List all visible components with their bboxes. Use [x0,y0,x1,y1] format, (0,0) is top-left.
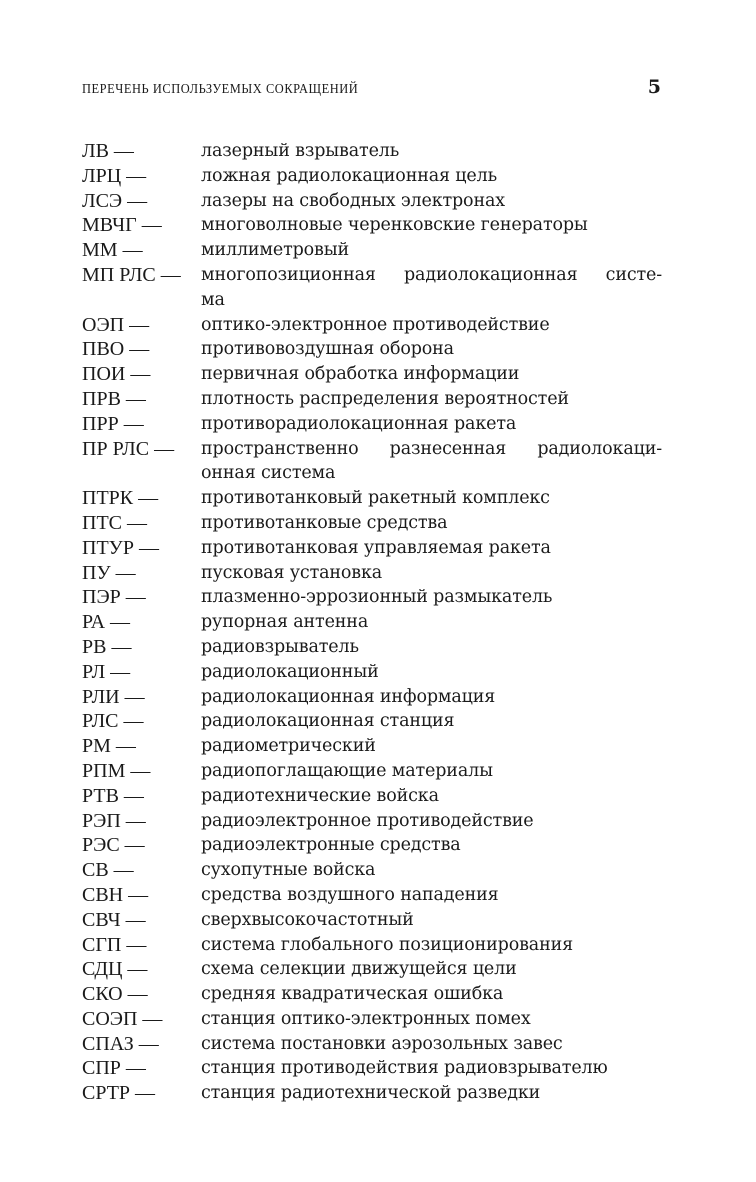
abbreviation-entry [82,139,662,164]
definition-text: станция оптико-электронных помех [201,1008,531,1029]
definition-text: миллиметровый [201,240,350,261]
abbreviation-term: ПРР — [82,412,144,435]
abbreviation-definition [201,908,662,933]
abbreviation-definition [201,238,662,263]
definition-text: противорадиолокационная ракета [201,413,517,434]
abbreviation-definition [201,213,662,238]
abbreviation-entry [82,982,662,1007]
abbreviation-entry [82,685,662,710]
definition-text: первичная обработка информации [201,364,520,385]
abbreviation-term: ММ — [82,239,143,262]
abbreviation-term: РЭП — [82,809,146,832]
abbreviation-definition [201,313,662,338]
abbreviation-term: РЛС — [82,710,144,733]
abbreviation-term: РЛИ — [82,685,145,708]
abbreviation-term: СРТР — [82,1082,156,1105]
definition-text: лазеры на свободных электронах [201,190,505,211]
abbreviation-definition [201,585,662,610]
abbreviation-definition [201,139,662,164]
definition-text: радиолокационная станция [201,711,455,732]
abbreviation-term: РА — [82,611,131,634]
abbreviation-entry [82,933,662,958]
abbreviation-term: РТВ — [82,784,144,807]
abbreviation-entry [82,511,662,536]
abbreviation-entry [82,759,662,784]
abbreviation-definition [201,164,662,189]
abbreviation-entry [82,362,662,387]
definition-text: противотанковая управляемая ракета [201,537,551,558]
abbreviation-definition [201,784,662,809]
abbreviation-term: ПТРК — [82,487,159,510]
abbreviation-entry [82,709,662,734]
definition-text: радиоэлектронные средства [201,835,461,856]
definition-continuation: онная система [201,463,336,484]
abbreviation-term: СПАЗ — [82,1032,159,1055]
abbreviation-definition [201,412,662,437]
abbreviation-definition [201,734,662,759]
abbreviation-definition [201,337,662,362]
abbreviation-definition [201,1007,662,1032]
abbreviation-term: ПТС — [82,511,147,534]
abbreviation-entry [82,337,662,362]
abbreviation-term: ОЭП — [82,313,150,336]
abbreviation-entry [82,635,662,660]
abbreviation-term: СПР — [82,1057,146,1080]
abbreviation-entry [82,213,662,238]
abbreviation-term: РЭС — [82,834,145,857]
abbreviation-entry [82,1081,662,1106]
abbreviation-definition [201,362,662,387]
definition-text: плотность распределения вероятностей [201,388,569,409]
definition-text: радиоэлектронное противодействие [201,810,534,831]
abbreviation-term: ПТУР — [82,536,159,559]
definition-text: сухопутные войска [201,860,376,881]
abbreviation-definition [201,957,662,982]
abbreviation-term: ПРВ — [82,387,146,410]
abbreviation-term: ЛСЭ — [82,189,148,212]
abbreviation-definition [201,561,662,586]
abbreviation-entry [82,833,662,858]
abbreviation-definition [201,1056,662,1081]
abbreviation-term: ПУ — [82,561,136,584]
abbreviation-definition [201,660,662,685]
abbreviation-definition [201,387,662,412]
abbreviation-term: СВ — [82,859,134,882]
abbreviation-entry [82,784,662,809]
definition-text: противотанковые средства [201,512,448,533]
abbreviation-entry [82,561,662,586]
abbreviation-entry [82,313,662,338]
abbreviation-list [82,139,662,1106]
definition-text: пространственно разнесенная радиолокаци- [201,438,662,459]
abbreviation-entry [82,412,662,437]
abbreviation-definition [201,933,662,958]
abbreviation-term: ПОИ — [82,363,151,386]
abbreviation-term: МВЧГ — [82,214,162,237]
abbreviation-definition [201,858,662,883]
abbreviation-entry [82,734,662,759]
definition-text: лазерный взрыватель [201,141,400,161]
abbreviation-term: МП РЛС — [82,263,181,286]
definition-text: рупорная антенна [201,612,369,633]
abbreviation-entry [82,1056,662,1081]
abbreviation-term: СГП — [82,933,147,956]
abbreviation-definition [201,1081,662,1106]
abbreviation-entry [82,238,662,263]
abbreviation-entry [82,486,662,511]
abbreviation-definition [201,437,662,487]
abbreviation-term: СКО — [82,983,148,1006]
abbreviation-term: ЛВ — [82,140,134,162]
abbreviation-term: РПМ — [82,759,151,782]
definition-text: радиотехнические войска [201,785,439,806]
page-number: 5 [647,76,661,98]
abbreviation-entry [82,957,662,982]
abbreviation-definition [201,883,662,908]
abbreviation-term: СВЧ — [82,908,146,931]
definition-text: станция радиотехнической разведки [201,1083,541,1104]
abbreviation-entry [82,1007,662,1032]
definition-text: многопозиционная радиолокационная систе- [201,264,662,285]
abbreviation-entry [82,189,662,214]
abbreviation-entry [82,585,662,610]
abbreviation-definition [201,1032,662,1057]
abbreviation-definition [201,709,662,734]
definition-text: станция противодействия радиовзрывателю [201,1058,608,1079]
definition-text: ложная радиолокационная цель [201,165,497,186]
abbreviation-term: СДЦ — [82,958,148,981]
abbreviation-definition [201,833,662,858]
abbreviation-entry [82,437,662,487]
definition-text: средняя квадратическая ошибка [201,984,504,1005]
abbreviation-term: ПВО — [82,338,150,361]
abbreviation-entry [82,536,662,561]
definition-text: многоволновые черенковские генераторы [201,215,588,236]
definition-text: плазменно-эррозионный размыкатель [201,587,553,608]
abbreviation-term: ПЭР — [82,586,146,609]
abbreviation-entry [82,908,662,933]
definition-text: сверхвысокочастотный [201,909,414,930]
abbreviation-definition [201,982,662,1007]
definition-text: радиометрический [201,736,376,757]
definition-text: радиолокационная информация [201,686,496,707]
definition-text: радиолокационный [201,661,379,682]
abbreviation-term: РВ — [82,635,132,658]
abbreviation-term: ПР РЛС — [82,437,175,460]
definition-continuation: ма [201,289,225,310]
definition-text: система глобального позиционирования [201,934,573,955]
abbreviation-term: СВН — [82,883,149,906]
abbreviation-entry [82,387,662,412]
abbreviation-definition [201,635,662,660]
abbreviation-term: РЛ — [82,660,131,683]
abbreviation-entry [82,809,662,834]
abbreviation-entry [82,660,662,685]
chapter-title: ПЕРЕЧЕНЬ ИСПОЛЬЗУЕМЫХ СОКРАЩЕНИЙ [82,81,359,96]
definition-text: радиопоглащающие материалы [201,760,493,781]
abbreviation-term: РМ — [82,735,136,758]
abbreviation-entry [82,1032,662,1057]
definition-text: оптико-электронное противодействие [201,314,550,335]
running-header [82,76,661,96]
abbreviation-definition [201,610,662,635]
definition-text: средства воздушного нападения [201,884,499,905]
abbreviation-entry [82,883,662,908]
abbreviation-entry [82,610,662,635]
abbreviation-definition [201,486,662,511]
definition-text: радиовзрыватель [201,636,359,657]
abbreviation-entry [82,263,662,313]
abbreviation-term: СОЭП — [82,1007,163,1030]
abbreviation-definition [201,536,662,561]
abbreviation-definition [201,263,662,313]
definition-text: схема селекции движущейся цели [201,959,517,980]
definition-text: пусковая установка [201,562,383,583]
abbreviation-definition [201,189,662,214]
abbreviation-definition [201,685,662,710]
definition-text: противотанковый ракетный комплекс [201,488,550,509]
abbreviation-term: ЛРЦ — [82,164,147,187]
abbreviation-definition [201,511,662,536]
definition-text: система постановки аэрозольных завес [201,1033,563,1054]
abbreviation-definition [201,809,662,834]
abbreviation-definition [201,759,662,784]
definition-text: противовоздушная оборона [201,339,454,360]
abbreviation-entry [82,164,662,189]
abbreviation-entry [82,858,662,883]
